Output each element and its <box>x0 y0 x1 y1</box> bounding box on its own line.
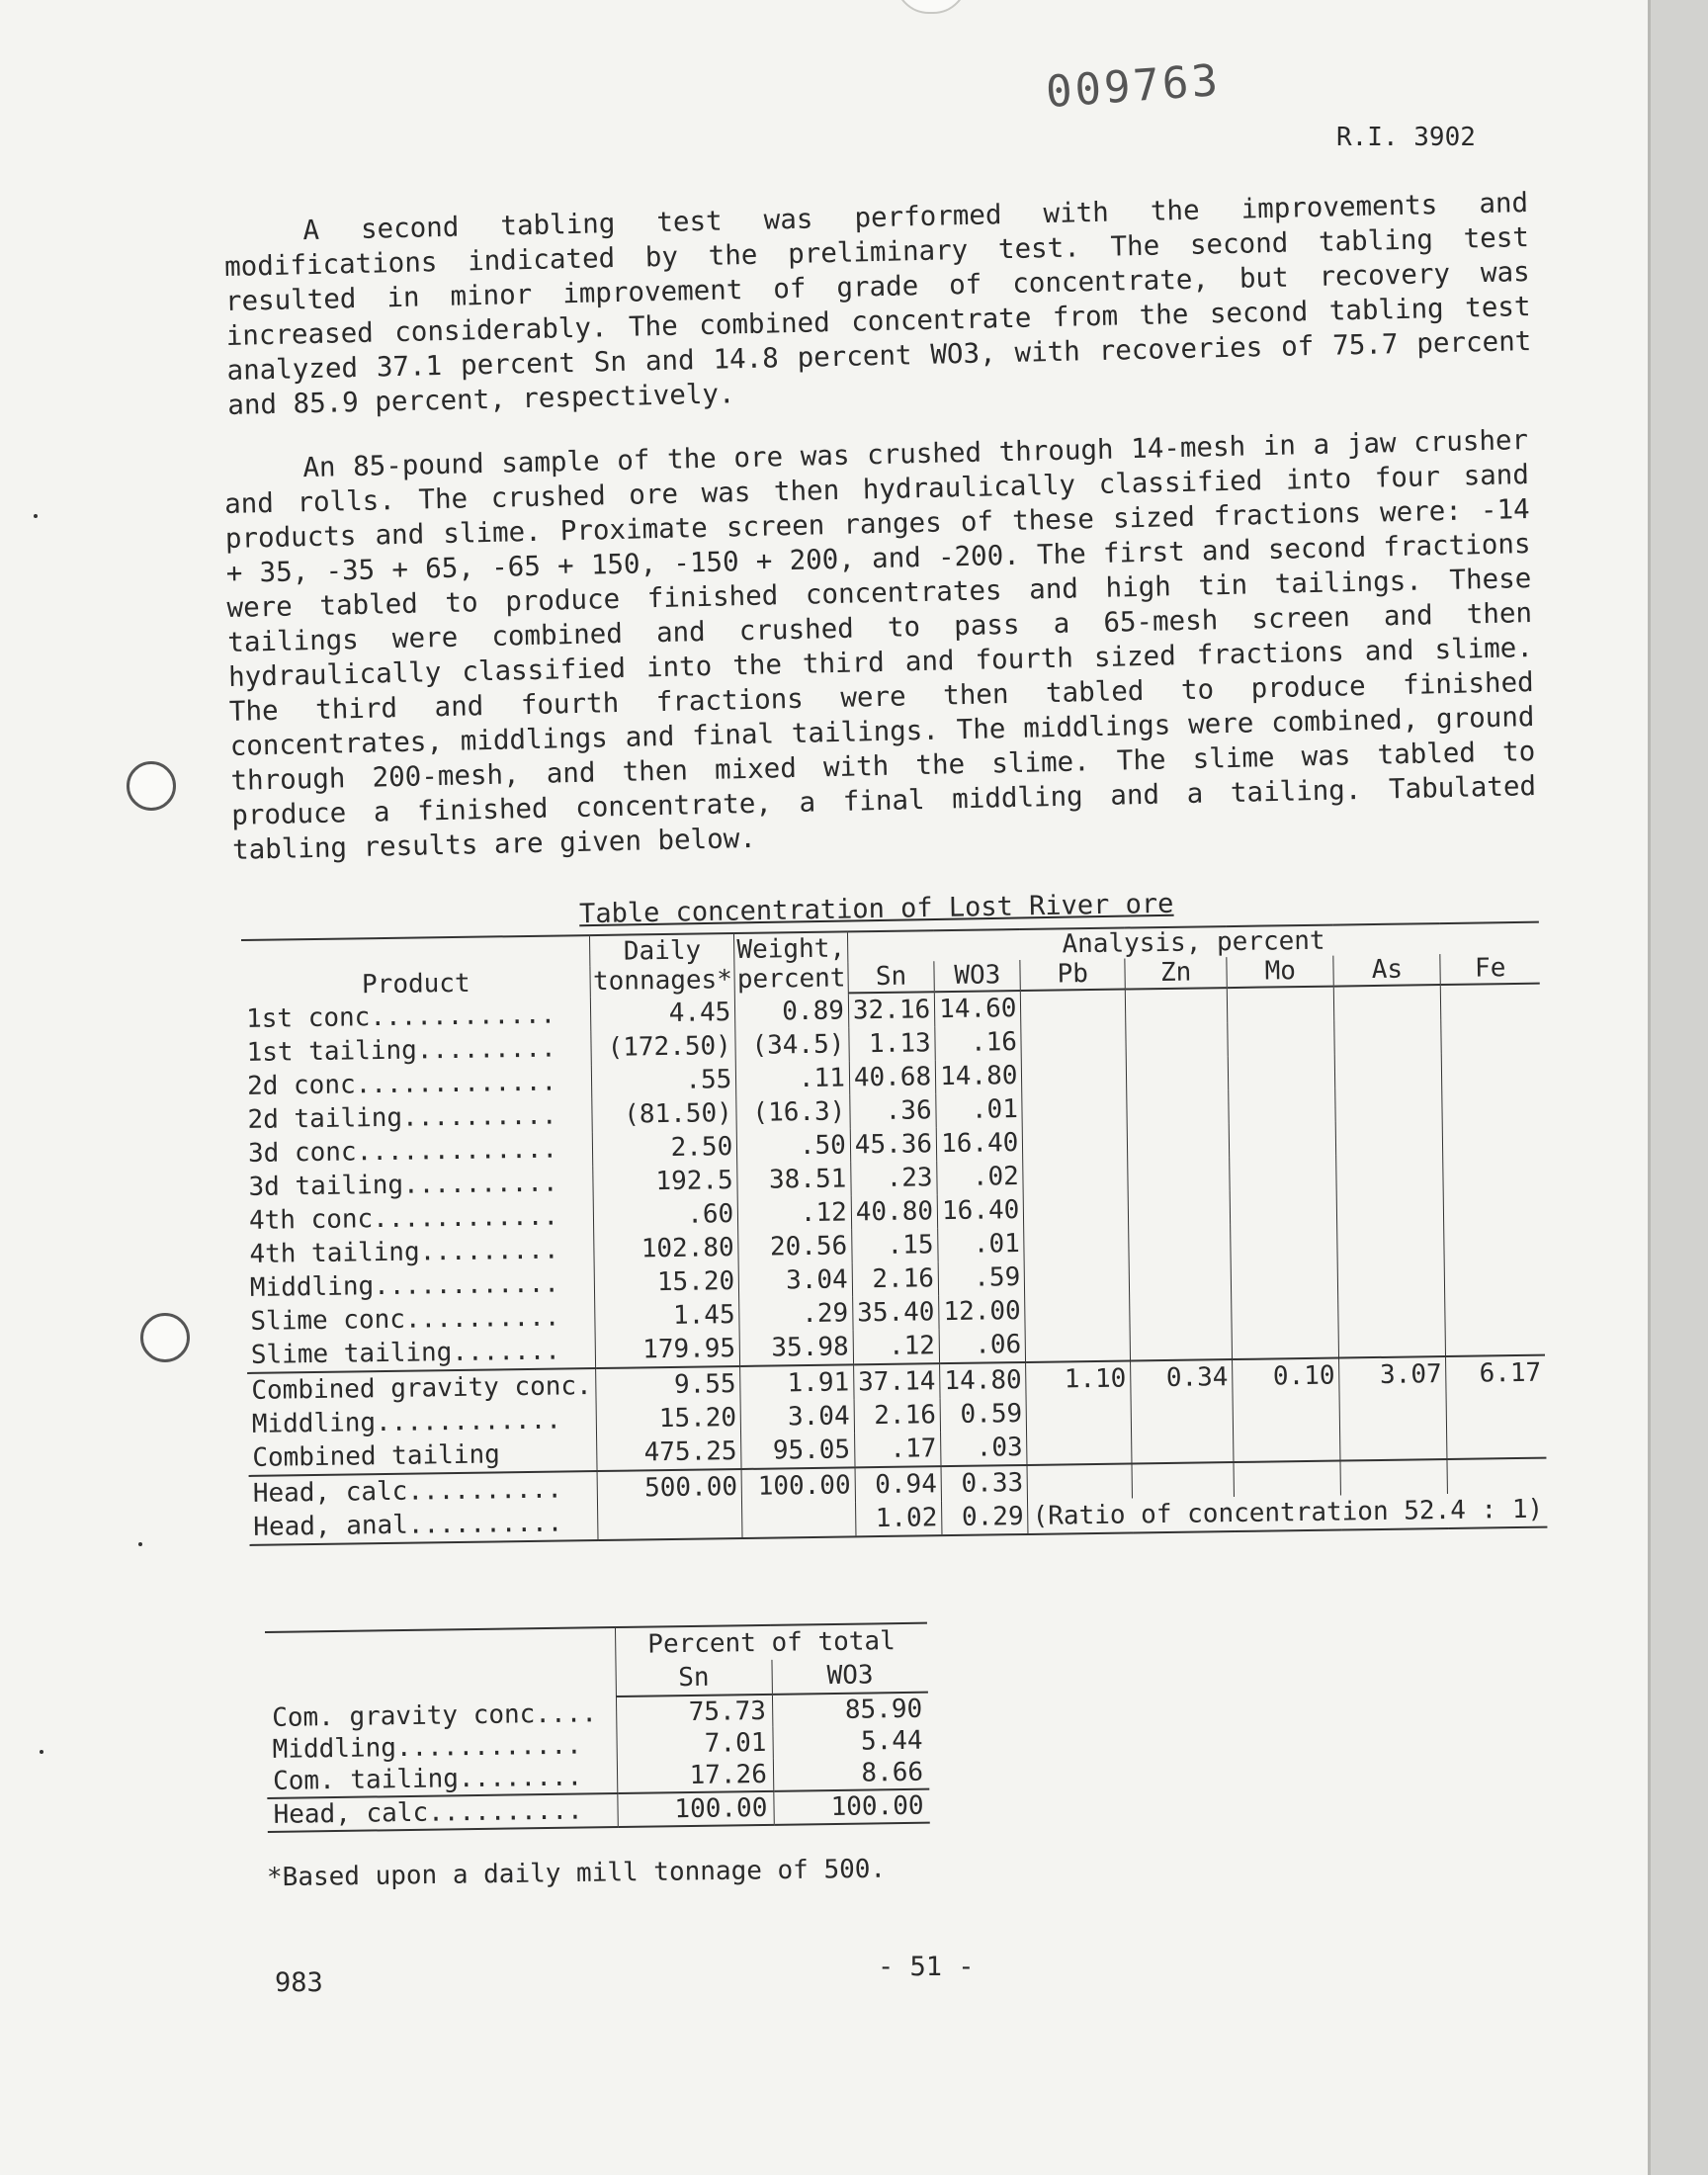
product-cell: 2d tailing.......... <box>247 1100 557 1135</box>
value-cell <box>1335 1053 1443 1088</box>
value-cell: 1.91 <box>740 1364 854 1401</box>
value-cell: .06 <box>939 1328 1026 1363</box>
value-cell <box>1025 1292 1130 1327</box>
value-cell: .36 <box>850 1093 937 1128</box>
value-cell <box>1336 1154 1444 1189</box>
value-cell: 2.16 <box>854 1398 941 1433</box>
value-cell: .15 <box>852 1228 939 1262</box>
paragraph-2: An 85-pound sample of the ore was crushed through 14-mesh in a jaw crusher and rolls. The crushed ore was then hydraulically classified into four sand products and slime. Proximate screen ranges of these sized fractions were: -14 + 35, -35 + 65, -65 + 150, -150 + 200, and -200. The first and second fractions were tabled to produce finished concentrates and high tin tailings. These tailings were combined and crushed to pass a 65-mesh screen and then hydraulically classified into the third and fourth sized fractions and slime. The third and fourth fractions were then tabled to produce finished concentrates, middlings and final tailings. The middlings were combined, ground through 200-mesh, and then mixed with the slime. The slime was tabled to produce a finished concentrate, a final middling and a tailing. Tabulated tabling results are given below. <box>223 424 1537 866</box>
value-cell: 2.16 <box>852 1262 939 1296</box>
value-cell: 75.73 <box>616 1695 773 1729</box>
value-cell <box>1130 1291 1233 1326</box>
value-cell <box>1021 1024 1126 1059</box>
value-cell <box>1447 1458 1547 1494</box>
recovery-table-body <box>266 1693 930 1832</box>
product-cell: Head, calc.......... <box>249 1471 598 1511</box>
value-cell: 0.89 <box>735 993 849 1029</box>
value-cell <box>1337 1255 1445 1290</box>
value-cell: .02 <box>937 1160 1024 1194</box>
value-cell: 500.00 <box>597 1469 741 1506</box>
value-cell <box>1230 1189 1337 1225</box>
product-cell: Middling............ <box>249 1268 560 1303</box>
value-cell: .11 <box>736 1061 850 1096</box>
value-cell: 14.60 <box>934 991 1021 1026</box>
paragraph-1: A second tabling test was performed with the improvements and modifications indicated by the preliminary test. The second tabling test resulted in minor improvement of grade of concentrate, but recovery was increased considerably. The combined concentrate from the second tabling test analyzed 37.1 percent Sn and 14.8 percent WO3, with recoveries of 75.7 percent and 85.9 percent, respectively. <box>223 187 1532 421</box>
product-cell: Slime tailing....... <box>250 1336 561 1370</box>
value-cell: .59 <box>938 1261 1025 1295</box>
value-cell: .01 <box>936 1092 1023 1127</box>
value-cell <box>1232 1290 1339 1326</box>
header-fe: Fe <box>1440 953 1540 985</box>
value-cell: 45.36 <box>850 1127 937 1162</box>
value-cell: 38.51 <box>737 1162 851 1197</box>
value-cell <box>1445 1287 1545 1322</box>
value-cell: 8.66 <box>773 1757 929 1791</box>
value-cell: 3.04 <box>740 1399 854 1435</box>
value-cell: .01 <box>938 1227 1025 1262</box>
value-cell <box>1444 1254 1544 1288</box>
product-cell: 1st conc............ <box>245 1000 556 1034</box>
value-cell <box>742 1502 856 1538</box>
product-cell: Com. tailing........ <box>272 1762 583 1796</box>
value-cell <box>1444 1186 1544 1221</box>
value-cell: .50 <box>737 1128 851 1164</box>
product-cell: Combined tailing <box>252 1439 500 1473</box>
value-cell: 100.00 <box>774 1789 930 1825</box>
tabling-results-table <box>241 921 1547 1546</box>
value-cell <box>1128 1157 1231 1191</box>
value-cell <box>1338 1322 1446 1358</box>
value-cell: .29 <box>739 1296 853 1332</box>
value-cell <box>1024 1191 1129 1226</box>
value-cell <box>1022 1058 1127 1092</box>
value-cell: 1.10 <box>1026 1360 1131 1396</box>
value-cell <box>1338 1288 1446 1324</box>
product-cell: 3d tailing.......... <box>248 1168 558 1202</box>
report-id: R.I. 3902 <box>1336 123 1476 152</box>
document-code: 983 <box>275 1967 323 1998</box>
recovery-header-wo3: WO3 <box>772 1658 928 1695</box>
value-cell <box>1442 1052 1542 1087</box>
value-cell <box>1443 1153 1543 1187</box>
punch-hole-upper <box>127 761 176 811</box>
value-cell: 0.59 <box>940 1397 1027 1432</box>
header-percent-of-total: Percent of total <box>615 1623 927 1662</box>
margin-mark <box>138 1542 142 1546</box>
value-cell: 14.80 <box>940 1362 1027 1398</box>
value-cell <box>1445 1321 1545 1356</box>
value-cell <box>1128 1190 1231 1225</box>
value-cell <box>1127 1123 1230 1158</box>
value-cell <box>1231 1223 1338 1259</box>
value-cell <box>1340 1459 1448 1496</box>
value-cell <box>1234 1427 1341 1463</box>
product-cell: Com. gravity conc.... <box>272 1697 598 1733</box>
value-cell <box>1025 1326 1130 1361</box>
value-cell: (16.3) <box>736 1094 850 1130</box>
value-cell <box>1441 1018 1541 1053</box>
footnote: *Based upon a daily mill tonnage of 500. <box>266 1854 887 1893</box>
value-cell: (34.5) <box>735 1027 849 1063</box>
header-daily-tonnages: Daily tonnages* <box>590 933 735 997</box>
binder-tab-shape <box>895 0 968 14</box>
value-cell: 475.25 <box>597 1435 741 1471</box>
value-cell <box>1335 1120 1443 1156</box>
value-cell <box>1231 1257 1338 1292</box>
value-cell: 40.68 <box>849 1060 936 1094</box>
value-cell <box>1021 990 1126 1025</box>
value-cell: .60 <box>594 1197 738 1233</box>
value-cell <box>1228 1055 1335 1090</box>
value-cell: 2.50 <box>593 1130 737 1166</box>
value-cell <box>1443 1119 1543 1154</box>
recovery-table <box>265 1622 930 1833</box>
value-cell: 1.02 <box>855 1501 942 1536</box>
value-cell <box>1025 1259 1130 1293</box>
value-cell <box>1232 1324 1339 1360</box>
value-cell: 15.20 <box>596 1401 740 1436</box>
value-cell: .12 <box>853 1329 940 1364</box>
value-cell: 95.05 <box>741 1433 855 1469</box>
product-cell: Slime conc.......... <box>250 1302 560 1337</box>
value-cell: 0.33 <box>941 1465 1028 1501</box>
value-cell <box>1227 987 1334 1023</box>
value-cell: 4.45 <box>591 995 735 1031</box>
header-weight-percent: Weight, percent <box>734 931 848 995</box>
value-cell: 12.00 <box>939 1294 1026 1329</box>
value-cell: 179.95 <box>595 1332 739 1368</box>
product-cell: 3d conc............. <box>247 1134 558 1169</box>
header-wo3: WO3 <box>934 960 1021 992</box>
value-cell <box>1337 1221 1445 1257</box>
value-cell <box>1334 985 1442 1021</box>
value-cell <box>1233 1393 1340 1429</box>
value-cell <box>1229 1122 1336 1158</box>
punch-hole-lower <box>140 1313 190 1362</box>
value-cell <box>1339 1391 1447 1427</box>
value-cell: 0.10 <box>1233 1358 1340 1395</box>
product-cell: 4th tailing......... <box>249 1235 559 1269</box>
value-cell <box>1444 1220 1544 1255</box>
tabling-table-body <box>242 984 1548 1545</box>
value-cell: 100.00 <box>617 1791 774 1827</box>
value-cell <box>1129 1258 1232 1292</box>
value-cell <box>1022 1091 1127 1126</box>
value-cell <box>1132 1462 1235 1498</box>
value-cell: .12 <box>737 1195 851 1231</box>
value-cell <box>1129 1224 1232 1259</box>
value-cell: 15.20 <box>595 1264 739 1300</box>
value-cell: 0.29 <box>942 1500 1029 1535</box>
value-cell <box>1024 1225 1129 1260</box>
value-cell: 20.56 <box>738 1229 852 1264</box>
table-title: Table concentration of Lost River ore <box>578 888 1174 930</box>
value-cell: 100.00 <box>741 1467 855 1504</box>
value-cell <box>1027 1429 1132 1464</box>
product-cell: Combined gravity conc. <box>247 1368 596 1408</box>
product-cell: 2d conc............. <box>246 1067 557 1101</box>
product-cell: Head, anal.......... <box>249 1506 598 1545</box>
value-cell <box>1027 1463 1132 1499</box>
value-cell: (172.50) <box>591 1029 735 1065</box>
header-sn: Sn <box>848 961 935 993</box>
value-cell <box>1026 1395 1131 1430</box>
value-cell: .03 <box>941 1431 1028 1466</box>
margin-mark <box>40 1750 43 1754</box>
value-cell <box>1336 1187 1444 1223</box>
value-cell: 6.17 <box>1446 1355 1546 1391</box>
header-product: Product <box>241 935 591 1001</box>
value-cell: 35.40 <box>852 1295 939 1330</box>
value-cell: 37.14 <box>853 1363 940 1399</box>
value-cell <box>1023 1159 1128 1193</box>
product-cell: Middling............ <box>272 1730 582 1765</box>
value-cell <box>1229 1088 1336 1124</box>
value-cell <box>1228 1021 1335 1057</box>
product-cell: 4th conc............ <box>248 1201 559 1236</box>
value-cell <box>598 1504 742 1540</box>
value-cell: 32.16 <box>848 992 935 1027</box>
value-cell <box>1126 1056 1229 1090</box>
stamp-number: 009763 <box>1044 54 1223 119</box>
value-cell: 192.5 <box>593 1164 737 1199</box>
value-cell <box>1340 1425 1448 1461</box>
value-cell: 85.90 <box>772 1693 928 1727</box>
ratio-note: (Ratio of concentration 52.4 : 1) <box>1028 1493 1548 1534</box>
value-cell: 9.55 <box>596 1366 740 1403</box>
value-cell: 35.98 <box>739 1330 853 1366</box>
header-mo: Mo <box>1227 956 1334 989</box>
value-cell <box>1234 1461 1341 1498</box>
value-cell: 1.13 <box>849 1026 936 1061</box>
header-as: As <box>1333 954 1441 987</box>
value-cell: 14.80 <box>935 1059 1022 1093</box>
value-cell <box>1125 988 1228 1023</box>
value-cell <box>1126 1022 1229 1057</box>
header-analysis-percent: Analysis, percent <box>847 922 1539 963</box>
value-cell: 5.44 <box>773 1725 929 1759</box>
page-number: - 51 - <box>878 1952 975 1982</box>
value-cell <box>1127 1089 1230 1124</box>
product-cell: Middling............ <box>251 1405 562 1439</box>
product-cell: Head, calc.......... <box>267 1793 618 1832</box>
product-cell: 1st tailing......... <box>246 1033 556 1068</box>
value-cell: 1.45 <box>595 1298 739 1334</box>
header-zn: Zn <box>1125 957 1228 989</box>
value-cell: .17 <box>854 1432 941 1467</box>
value-cell <box>1132 1428 1235 1463</box>
value-cell <box>1446 1390 1546 1425</box>
value-cell: .55 <box>592 1063 736 1098</box>
value-cell: 0.34 <box>1131 1359 1234 1395</box>
value-cell <box>1334 1019 1442 1055</box>
value-cell: 40.80 <box>851 1194 938 1229</box>
scanned-page-edge <box>1648 0 1708 2175</box>
recovery-header-sn: Sn <box>616 1660 773 1696</box>
value-cell: 7.01 <box>617 1727 774 1761</box>
value-cell <box>1130 1325 1233 1360</box>
value-cell <box>1230 1156 1337 1191</box>
value-cell <box>1023 1125 1128 1160</box>
value-cell: 16.40 <box>936 1126 1023 1161</box>
value-cell: 0.94 <box>855 1466 942 1502</box>
value-cell: 17.26 <box>617 1759 774 1793</box>
header-pb: Pb <box>1020 959 1125 991</box>
value-cell <box>1447 1424 1547 1459</box>
value-cell: (81.50) <box>592 1096 736 1132</box>
value-cell: .16 <box>935 1025 1022 1060</box>
value-cell: 3.04 <box>738 1262 852 1298</box>
value-cell <box>1441 984 1541 1019</box>
margin-mark <box>34 514 38 518</box>
value-cell: 16.40 <box>937 1193 1024 1228</box>
recovery-blank-header <box>265 1627 616 1701</box>
value-cell: 3.07 <box>1339 1356 1447 1393</box>
value-cell <box>1131 1394 1234 1429</box>
value-cell: .23 <box>851 1161 938 1195</box>
value-cell <box>1442 1086 1542 1120</box>
value-cell <box>1335 1087 1443 1122</box>
value-cell: 102.80 <box>594 1231 738 1266</box>
